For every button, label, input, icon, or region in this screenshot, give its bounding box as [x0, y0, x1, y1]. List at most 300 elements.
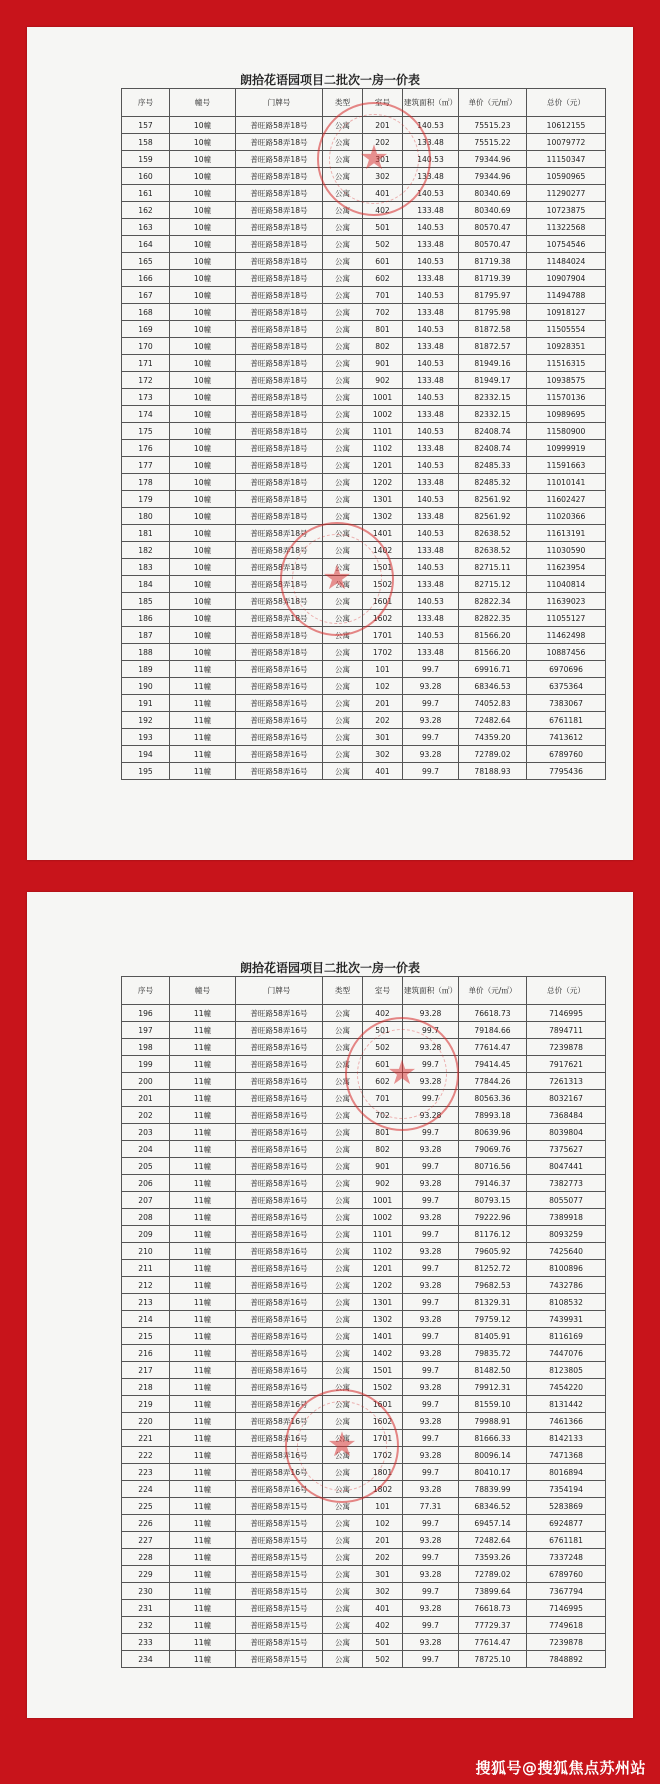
table-cell: 72789.02: [459, 746, 527, 763]
table-cell: 1501: [363, 1362, 403, 1379]
table-cell: 101: [363, 661, 403, 678]
table-cell: 普旺路58弄18号: [236, 321, 323, 338]
table-cell: 140.53: [403, 491, 459, 508]
table-cell: 207: [122, 1192, 170, 1209]
table-cell: 8047441: [527, 1158, 606, 1175]
table-cell: 81566.20: [459, 627, 527, 644]
table-cell: 8131442: [527, 1396, 606, 1413]
table-cell: 公寓: [323, 542, 363, 559]
table-cell: 11幢: [170, 1396, 236, 1413]
table-cell: 79344.96: [459, 151, 527, 168]
table-row: [122, 678, 606, 695]
table-cell: 93.28: [403, 1039, 459, 1056]
table-cell: 99.7: [403, 1056, 459, 1073]
table-cell: 普旺路58弄15号: [236, 1549, 323, 1566]
table-cell: 公寓: [323, 1141, 363, 1158]
table-cell: 224: [122, 1481, 170, 1498]
table-cell: 公寓: [323, 1328, 363, 1345]
table-cell: 10幢: [170, 644, 236, 661]
table-cell: 93.28: [403, 1345, 459, 1362]
table-cell: 公寓: [323, 1379, 363, 1396]
table-cell: 80340.69: [459, 202, 527, 219]
table-cell: 公寓: [323, 151, 363, 168]
table-cell: 77.31: [403, 1498, 459, 1515]
table-cell: 11幢: [170, 1039, 236, 1056]
table-cell: 201: [363, 117, 403, 134]
table-cell: 901: [363, 355, 403, 372]
table-cell: 公寓: [323, 1362, 363, 1379]
table-cell: 226: [122, 1515, 170, 1532]
table-cell: 133.48: [403, 474, 459, 491]
table-cell: 1802: [363, 1481, 403, 1498]
table-cell: 8100896: [527, 1260, 606, 1277]
table-cell: 99.7: [403, 1124, 459, 1141]
table-cell: 81329.31: [459, 1294, 527, 1311]
table-cell: 213: [122, 1294, 170, 1311]
table-cell: 公寓: [323, 406, 363, 423]
table-cell: 402: [363, 1005, 403, 1022]
table-cell: 140.53: [403, 321, 459, 338]
table-cell: 93.28: [403, 1311, 459, 1328]
table-cell: 1101: [363, 1226, 403, 1243]
table-cell: 82822.34: [459, 593, 527, 610]
table-row: [122, 576, 606, 593]
table-cell: 普旺路58弄16号: [236, 1141, 323, 1158]
table-cell: 902: [363, 372, 403, 389]
table-cell: 公寓: [323, 1447, 363, 1464]
table-cell: 10幢: [170, 559, 236, 576]
table-row: [122, 168, 606, 185]
table-cell: 11幢: [170, 1481, 236, 1498]
table-cell: 7848892: [527, 1651, 606, 1668]
table-cell: 189: [122, 661, 170, 678]
table-cell: 普旺路58弄15号: [236, 1515, 323, 1532]
table-cell: 81252.72: [459, 1260, 527, 1277]
table-cell: 161: [122, 185, 170, 202]
table-cell: 公寓: [323, 627, 363, 644]
table-cell: 11幢: [170, 1549, 236, 1566]
table-cell: 133.48: [403, 406, 459, 423]
table-cell: 10612155: [527, 117, 606, 134]
table-cell: 普旺路58弄18号: [236, 627, 323, 644]
table-cell: 1002: [363, 1209, 403, 1226]
table-cell: 79069.76: [459, 1141, 527, 1158]
table-cell: 10幢: [170, 389, 236, 406]
table-cell: 79344.96: [459, 168, 527, 185]
table-cell: 公寓: [323, 219, 363, 236]
table-cell: 10887456: [527, 644, 606, 661]
table-cell: 99.7: [403, 1226, 459, 1243]
table-cell: 99.7: [403, 729, 459, 746]
table-cell: 140.53: [403, 559, 459, 576]
table-cell: 99.7: [403, 1583, 459, 1600]
table-cell: 99.7: [403, 1328, 459, 1345]
table-cell: 93.28: [403, 1532, 459, 1549]
table-cell: 公寓: [323, 661, 363, 678]
table-cell: 普旺路58弄16号: [236, 712, 323, 729]
table-cell: 93.28: [403, 1277, 459, 1294]
table-row: [122, 1005, 606, 1022]
table-row: [122, 1651, 606, 1668]
table-cell: 8093259: [527, 1226, 606, 1243]
table-cell: 133.48: [403, 168, 459, 185]
table-cell: 221: [122, 1430, 170, 1447]
table-row: [122, 219, 606, 236]
table-row: [122, 627, 606, 644]
table-cell: 公寓: [323, 1413, 363, 1430]
table-cell: 7239878: [527, 1634, 606, 1651]
table-cell: 10幢: [170, 610, 236, 627]
table-cell: 10幢: [170, 168, 236, 185]
table-cell: 普旺路58弄15号: [236, 1532, 323, 1549]
table-cell: 1202: [363, 474, 403, 491]
table-cell: 184: [122, 576, 170, 593]
table-cell: 402: [363, 202, 403, 219]
table-cell: 204: [122, 1141, 170, 1158]
table-cell: 10幢: [170, 491, 236, 508]
table-cell: 79605.92: [459, 1243, 527, 1260]
table-cell: 11幢: [170, 678, 236, 695]
table-cell: 99.7: [403, 1260, 459, 1277]
table-cell: 10907904: [527, 270, 606, 287]
table-cell: 公寓: [323, 185, 363, 202]
table-cell: 140.53: [403, 219, 459, 236]
table-cell: 11516315: [527, 355, 606, 372]
table-cell: 169: [122, 321, 170, 338]
table-cell: 133.48: [403, 440, 459, 457]
table-row: [122, 1192, 606, 1209]
table-cell: 11幢: [170, 1005, 236, 1022]
table-cell: 79912.31: [459, 1379, 527, 1396]
table-cell: 普旺路58弄16号: [236, 1430, 323, 1447]
table-cell: 公寓: [323, 117, 363, 134]
table-cell: 81795.97: [459, 287, 527, 304]
table-cell: 公寓: [323, 134, 363, 151]
table-cell: 11494788: [527, 287, 606, 304]
table-cell: 公寓: [323, 593, 363, 610]
table-row: [122, 423, 606, 440]
table-cell: 11040814: [527, 576, 606, 593]
table-row: [122, 236, 606, 253]
table-cell: 8016894: [527, 1464, 606, 1481]
sheet-title: 朗拾花语园项目二批次一房一价表: [239, 961, 420, 975]
column-header: 单价（元/㎡）: [459, 89, 527, 117]
table-cell: 165: [122, 253, 170, 270]
table-cell: 99.7: [403, 1158, 459, 1175]
table-cell: 81559.10: [459, 1396, 527, 1413]
table-cell: 公寓: [323, 1243, 363, 1260]
table-cell: 7471368: [527, 1447, 606, 1464]
table-cell: 1201: [363, 1260, 403, 1277]
table-cell: 1302: [363, 508, 403, 525]
table-cell: 230: [122, 1583, 170, 1600]
table-cell: 10幢: [170, 219, 236, 236]
table-row: [122, 406, 606, 423]
table-cell: 93.28: [403, 1481, 459, 1498]
table-cell: 214: [122, 1311, 170, 1328]
table-cell: 801: [363, 321, 403, 338]
table-cell: 162: [122, 202, 170, 219]
table-cell: 182: [122, 542, 170, 559]
table-cell: 202: [363, 1549, 403, 1566]
table-cell: 8142133: [527, 1430, 606, 1447]
table-cell: 133.48: [403, 508, 459, 525]
table-cell: 99.7: [403, 763, 459, 780]
table-cell: 702: [363, 304, 403, 321]
table-row: [122, 1124, 606, 1141]
table-cell: 7439931: [527, 1311, 606, 1328]
table-cell: 133.48: [403, 610, 459, 627]
table-cell: 186: [122, 610, 170, 627]
table-cell: 80639.96: [459, 1124, 527, 1141]
table-cell: 93.28: [403, 1005, 459, 1022]
table-cell: 75515.22: [459, 134, 527, 151]
table-cell: 11505554: [527, 321, 606, 338]
table-cell: 208: [122, 1209, 170, 1226]
column-header: 单价（元/㎡）: [459, 977, 527, 1005]
table-cell: 223: [122, 1464, 170, 1481]
table-cell: 10幢: [170, 185, 236, 202]
table-cell: 11幢: [170, 729, 236, 746]
table-cell: 78839.99: [459, 1481, 527, 1498]
table-cell: 10幢: [170, 151, 236, 168]
table-row: [122, 1362, 606, 1379]
price-table: [121, 88, 606, 780]
table-cell: 11幢: [170, 1294, 236, 1311]
table-cell: 普旺路58弄15号: [236, 1651, 323, 1668]
table-cell: 公寓: [323, 304, 363, 321]
table-cell: 11幢: [170, 1277, 236, 1294]
table-cell: 普旺路58弄18号: [236, 270, 323, 287]
table-cell: 133.48: [403, 372, 459, 389]
table-cell: 93.28: [403, 1600, 459, 1617]
table-row: [122, 1430, 606, 1447]
table-row: [122, 1260, 606, 1277]
table-cell: 10079772: [527, 134, 606, 151]
table-cell: 普旺路58弄18号: [236, 644, 323, 661]
table-cell: 81719.38: [459, 253, 527, 270]
table-cell: 8123805: [527, 1362, 606, 1379]
table-cell: 81949.16: [459, 355, 527, 372]
table-cell: 8032167: [527, 1090, 606, 1107]
table-cell: 普旺路58弄16号: [236, 1107, 323, 1124]
table-cell: 501: [363, 1022, 403, 1039]
table-row: [122, 1600, 606, 1617]
table-cell: 80340.69: [459, 185, 527, 202]
table-cell: 公寓: [323, 202, 363, 219]
table-cell: 10989695: [527, 406, 606, 423]
table-row: [122, 185, 606, 202]
table-cell: 10幢: [170, 355, 236, 372]
table-cell: 159: [122, 151, 170, 168]
table-cell: 10幢: [170, 627, 236, 644]
table-row: [122, 610, 606, 627]
table-cell: 普旺路58弄16号: [236, 678, 323, 695]
table-cell: 72789.02: [459, 1566, 527, 1583]
table-row: [122, 1464, 606, 1481]
table-row: [122, 389, 606, 406]
table-cell: 140.53: [403, 185, 459, 202]
table-cell: 82822.35: [459, 610, 527, 627]
table-cell: 228: [122, 1549, 170, 1566]
table-cell: 82638.52: [459, 525, 527, 542]
table-cell: 普旺路58弄18号: [236, 117, 323, 134]
table-row: [122, 1175, 606, 1192]
table-cell: 11幢: [170, 1056, 236, 1073]
table-cell: 202: [363, 712, 403, 729]
table-cell: 普旺路58弄18号: [236, 491, 323, 508]
table-row: [122, 1634, 606, 1651]
table-cell: 普旺路58弄16号: [236, 1481, 323, 1498]
table-cell: 171: [122, 355, 170, 372]
table-cell: 1602: [363, 610, 403, 627]
table-cell: 普旺路58弄18号: [236, 134, 323, 151]
table-row: [122, 321, 606, 338]
table-cell: 公寓: [323, 1549, 363, 1566]
table-cell: 11150347: [527, 151, 606, 168]
table-cell: 7447076: [527, 1345, 606, 1362]
table-cell: 217: [122, 1362, 170, 1379]
table-cell: 11幢: [170, 1566, 236, 1583]
table-cell: 公寓: [323, 270, 363, 287]
table-cell: 205: [122, 1158, 170, 1175]
table-cell: 普旺路58弄16号: [236, 1447, 323, 1464]
table-cell: 11020366: [527, 508, 606, 525]
table-cell: 99.7: [403, 1617, 459, 1634]
table-row: [122, 1583, 606, 1600]
table-cell: 公寓: [323, 712, 363, 729]
table-cell: 79682.53: [459, 1277, 527, 1294]
table-cell: 11幢: [170, 1634, 236, 1651]
table-row: [122, 491, 606, 508]
table-cell: 公寓: [323, 1175, 363, 1192]
table-cell: 公寓: [323, 1600, 363, 1617]
table-cell: 502: [363, 1651, 403, 1668]
table-cell: 公寓: [323, 1090, 363, 1107]
table-cell: 公寓: [323, 457, 363, 474]
table-cell: 10幢: [170, 134, 236, 151]
table-cell: 77729.37: [459, 1617, 527, 1634]
table-cell: 11幢: [170, 1226, 236, 1243]
table-cell: 133.48: [403, 644, 459, 661]
table-cell: 81719.39: [459, 270, 527, 287]
table-cell: 普旺路58弄18号: [236, 593, 323, 610]
table-cell: 93.28: [403, 1209, 459, 1226]
table-cell: 11幢: [170, 1532, 236, 1549]
column-header: 门牌号: [236, 89, 323, 117]
table-cell: 1102: [363, 1243, 403, 1260]
sheet-title: 朗拾花语园项目二批次一房一价表: [239, 73, 420, 87]
table-cell: 99.7: [403, 1022, 459, 1039]
table-cell: 普旺路58弄16号: [236, 1005, 323, 1022]
table-row: [122, 151, 606, 168]
table-cell: 普旺路58弄16号: [236, 763, 323, 780]
table-cell: 701: [363, 1090, 403, 1107]
table-row: [122, 1447, 606, 1464]
table-cell: 普旺路58弄16号: [236, 1056, 323, 1073]
table-cell: 11幢: [170, 1362, 236, 1379]
table-cell: 206: [122, 1175, 170, 1192]
table-cell: 普旺路58弄15号: [236, 1583, 323, 1600]
table-cell: 133.48: [403, 576, 459, 593]
table-cell: 160: [122, 168, 170, 185]
table-cell: 1301: [363, 1294, 403, 1311]
table-cell: 普旺路58弄18号: [236, 355, 323, 372]
table-cell: 199: [122, 1056, 170, 1073]
table-cell: 公寓: [323, 389, 363, 406]
table-cell: 公寓: [323, 1022, 363, 1039]
table-cell: 502: [363, 1039, 403, 1056]
table-cell: 10幢: [170, 508, 236, 525]
table-cell: 普旺路58弄16号: [236, 1243, 323, 1260]
table-cell: 公寓: [323, 1566, 363, 1583]
table-cell: 普旺路58弄18号: [236, 389, 323, 406]
table-cell: 普旺路58弄15号: [236, 1617, 323, 1634]
table-cell: 99.7: [403, 1515, 459, 1532]
table-cell: 77844.26: [459, 1073, 527, 1090]
table-cell: 11幢: [170, 1107, 236, 1124]
table-cell: 公寓: [323, 525, 363, 542]
table-cell: 167: [122, 287, 170, 304]
table-cell: 11幢: [170, 1379, 236, 1396]
table-row: [122, 1345, 606, 1362]
table-cell: 11幢: [170, 1600, 236, 1617]
table-cell: 7146995: [527, 1600, 606, 1617]
table-cell: 77614.47: [459, 1039, 527, 1056]
table-cell: 7337248: [527, 1549, 606, 1566]
table-cell: 11幢: [170, 1090, 236, 1107]
table-cell: 普旺路58弄18号: [236, 304, 323, 321]
column-header: 类型: [323, 89, 363, 117]
table-row: [122, 1481, 606, 1498]
table-cell: 11幢: [170, 695, 236, 712]
table-cell: 140.53: [403, 457, 459, 474]
table-cell: 80410.17: [459, 1464, 527, 1481]
table-cell: 99.7: [403, 1396, 459, 1413]
table-cell: 302: [363, 1583, 403, 1600]
table-cell: 11290277: [527, 185, 606, 202]
table-row: [122, 1243, 606, 1260]
table-cell: 140.53: [403, 117, 459, 134]
table-cell: 7917621: [527, 1056, 606, 1073]
table-cell: 普旺路58弄18号: [236, 168, 323, 185]
table-cell: 公寓: [323, 1056, 363, 1073]
table-row: [122, 729, 606, 746]
table-cell: 7146995: [527, 1005, 606, 1022]
table-cell: 普旺路58弄18号: [236, 542, 323, 559]
table-row: [122, 746, 606, 763]
table-cell: 1601: [363, 593, 403, 610]
table-cell: 80570.47: [459, 236, 527, 253]
table-cell: 231: [122, 1600, 170, 1617]
table-cell: 1701: [363, 1430, 403, 1447]
table-cell: 公寓: [323, 1396, 363, 1413]
table-cell: 301: [363, 1566, 403, 1583]
table-row: [122, 525, 606, 542]
table-cell: 183: [122, 559, 170, 576]
table-cell: 80563.36: [459, 1090, 527, 1107]
table-row: [122, 1141, 606, 1158]
table-cell: 82332.15: [459, 406, 527, 423]
table-cell: 73899.64: [459, 1583, 527, 1600]
table-cell: 140.53: [403, 627, 459, 644]
table-cell: 普旺路58弄16号: [236, 1277, 323, 1294]
column-header: 总价（元）: [527, 977, 606, 1005]
table-cell: 401: [363, 185, 403, 202]
table-cell: 402: [363, 1617, 403, 1634]
table-cell: 140.53: [403, 593, 459, 610]
table-cell: 普旺路58弄16号: [236, 1090, 323, 1107]
